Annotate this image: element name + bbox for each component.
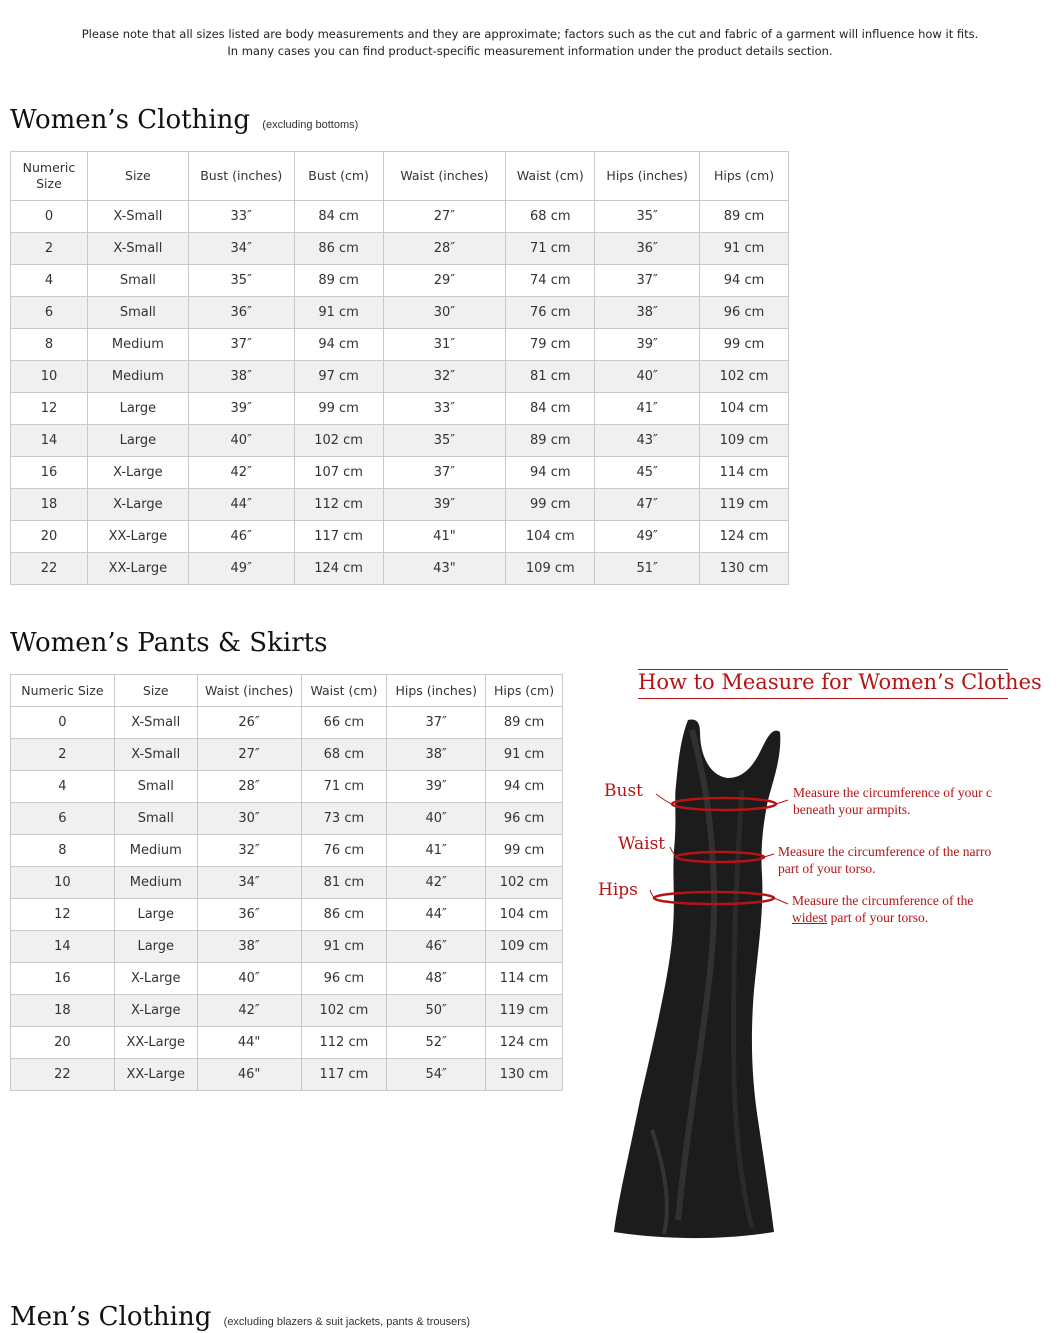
table-cell: 94 cm [294, 329, 383, 361]
table-cell: XX-Large [114, 1059, 197, 1091]
table-cell: 102 cm [486, 867, 563, 899]
table-cell: 81 cm [301, 867, 387, 899]
table-cell: 20 [11, 1027, 115, 1059]
table-cell: 46″ [188, 521, 294, 553]
table-cell: 39″ [383, 489, 506, 521]
sizing-note-line-2: In many cases you can find product-specific measurement information under the product details section. [227, 44, 833, 58]
table-row [11, 201, 789, 233]
table-cell: 104 cm [700, 393, 789, 425]
table-cell: 124 cm [486, 1027, 563, 1059]
table-cell: 99 cm [700, 329, 789, 361]
table-cell: 102 cm [301, 995, 387, 1027]
table-cell: X-Large [87, 489, 188, 521]
table-cell: 8 [11, 329, 88, 361]
table-cell: 39″ [595, 329, 700, 361]
table-cell: 10 [11, 867, 115, 899]
table-header-row [11, 675, 563, 707]
table-row [11, 361, 789, 393]
table-row [11, 771, 563, 803]
table-cell: 96 cm [700, 297, 789, 329]
table-cell: 42″ [188, 457, 294, 489]
table-cell: Small [87, 297, 188, 329]
table-cell: 124 cm [294, 553, 383, 585]
table-row [11, 489, 789, 521]
table-cell: 51″ [595, 553, 700, 585]
table-cell: 74 cm [506, 265, 595, 297]
table-cell: 29″ [383, 265, 506, 297]
table-cell: 39″ [188, 393, 294, 425]
table-cell: 39″ [387, 771, 486, 803]
table-row [11, 329, 789, 361]
table-cell: 104 cm [506, 521, 595, 553]
mens-clothing-title: Men’s Clothing [10, 1302, 212, 1332]
table-cell: 102 cm [700, 361, 789, 393]
table-cell: 112 cm [294, 489, 383, 521]
table-cell: 36″ [188, 297, 294, 329]
table-cell: 109 cm [486, 931, 563, 963]
table-row [11, 553, 789, 585]
table-cell: 14 [11, 931, 115, 963]
dress-illustration [592, 660, 1000, 1250]
table-cell: 14 [11, 425, 88, 457]
table-cell: 130 cm [486, 1059, 563, 1091]
bust-description [793, 784, 992, 818]
table-cell: X-Large [87, 457, 188, 489]
table-cell: 99 cm [294, 393, 383, 425]
table-cell: 16 [11, 963, 115, 995]
hips-label: Hips [598, 880, 638, 900]
column-header: Bust (cm) [294, 152, 383, 201]
hips-description-line-2 [792, 909, 973, 926]
table-cell: 38″ [197, 931, 301, 963]
table-cell: 89 cm [506, 425, 595, 457]
how-to-measure-title: How to Measure for Women’s Clothes [638, 670, 1042, 694]
table-cell: 32″ [383, 361, 506, 393]
table-cell: 89 cm [700, 201, 789, 233]
table-cell: 119 cm [486, 995, 563, 1027]
sizing-note [0, 26, 1060, 60]
table-cell: 45″ [595, 457, 700, 489]
table-cell: X-Small [114, 707, 197, 739]
table-cell: 38″ [387, 739, 486, 771]
table-cell: 42″ [387, 867, 486, 899]
table-cell: X-Small [87, 233, 188, 265]
table-cell: 40″ [595, 361, 700, 393]
table-cell: Medium [114, 835, 197, 867]
table-cell: 33″ [188, 201, 294, 233]
column-header: Hips (inches) [387, 675, 486, 707]
column-header: Waist (inches) [383, 152, 506, 201]
table-cell: 114 cm [486, 963, 563, 995]
table-cell: 35″ [383, 425, 506, 457]
table-cell: 117 cm [294, 521, 383, 553]
womens-pants-title: Women’s Pants & Skirts [10, 628, 328, 658]
table-cell: 12 [11, 393, 88, 425]
table-cell: 16 [11, 457, 88, 489]
table-cell: 42″ [197, 995, 301, 1027]
table-row [11, 963, 563, 995]
hips-description-rest: part of your torso. [827, 910, 929, 925]
table-cell: Small [87, 265, 188, 297]
table-cell: 68 cm [506, 201, 595, 233]
womens-clothing-subtitle: (excluding bottoms) [262, 119, 359, 131]
table-cell: 94 cm [506, 457, 595, 489]
table-cell: 18 [11, 995, 115, 1027]
table-cell: 6 [11, 297, 88, 329]
table-header-row [11, 152, 789, 201]
table-row [11, 739, 563, 771]
table-cell: 79 cm [506, 329, 595, 361]
table-cell: 44″ [387, 899, 486, 931]
table-cell: 28″ [383, 233, 506, 265]
column-header: Waist (cm) [506, 152, 595, 201]
table-cell: 22 [11, 553, 88, 585]
table-row [11, 707, 563, 739]
table-row [11, 867, 563, 899]
table-cell: 99 cm [486, 835, 563, 867]
table-cell: Medium [114, 867, 197, 899]
table-cell: 26″ [197, 707, 301, 739]
table-cell: 28″ [197, 771, 301, 803]
table-cell: 2 [11, 233, 88, 265]
table-cell: 2 [11, 739, 115, 771]
table-cell: 99 cm [506, 489, 595, 521]
table-cell: 40″ [197, 963, 301, 995]
column-header: Waist (cm) [301, 675, 387, 707]
table-cell: 76 cm [506, 297, 595, 329]
table-row [11, 1059, 563, 1091]
table-cell: 37″ [595, 265, 700, 297]
mens-clothing-subtitle: (excluding blazers & suit jackets, pants & trousers) [223, 1316, 471, 1328]
table-cell: 104 cm [486, 899, 563, 931]
bust-label: Bust [604, 781, 643, 801]
table-cell: 94 cm [486, 771, 563, 803]
table-cell: 96 cm [486, 803, 563, 835]
table-cell: 35″ [188, 265, 294, 297]
womens-pants-heading [10, 628, 327, 658]
womens-clothing-heading [10, 105, 358, 135]
table-cell: 20 [11, 521, 88, 553]
column-header: Numeric Size [11, 675, 115, 707]
table-cell: 30″ [197, 803, 301, 835]
table-cell: 36″ [595, 233, 700, 265]
sizing-note-line-1: Please note that all sizes listed are body measurements and they are approximate; factors such as the cut and fabric of a garment will influence how it fits. [81, 27, 979, 41]
table-cell: 94 cm [700, 265, 789, 297]
table-cell: XX-Large [87, 521, 188, 553]
table-cell: 12 [11, 899, 115, 931]
table-cell: 43" [383, 553, 506, 585]
table-row [11, 995, 563, 1027]
table-cell: 91 cm [301, 931, 387, 963]
table-cell: 76 cm [301, 835, 387, 867]
table-row [11, 297, 789, 329]
table-cell: Large [87, 425, 188, 457]
waist-description [778, 843, 991, 877]
table-cell: XX-Large [87, 553, 188, 585]
table-cell: 4 [11, 771, 115, 803]
column-header: Size [114, 675, 197, 707]
table-cell: 48″ [387, 963, 486, 995]
table-cell: 71 cm [506, 233, 595, 265]
table-cell: 40″ [387, 803, 486, 835]
table-cell: 4 [11, 265, 88, 297]
table-cell: 37″ [387, 707, 486, 739]
table-row [11, 457, 789, 489]
column-header: Hips (cm) [700, 152, 789, 201]
column-header: Hips (inches) [595, 152, 700, 201]
table-cell: Small [114, 803, 197, 835]
table-cell: 33″ [383, 393, 506, 425]
table-cell: 54″ [387, 1059, 486, 1091]
waist-description-line-1: Measure the circumference of the narro [778, 844, 992, 859]
table-cell: 73 cm [301, 803, 387, 835]
table-cell: Large [114, 899, 197, 931]
table-cell: 107 cm [294, 457, 383, 489]
table-cell: 31″ [383, 329, 506, 361]
table-cell: 35″ [595, 201, 700, 233]
table-row [11, 931, 563, 963]
table-cell: XX-Large [114, 1027, 197, 1059]
womens-pants-table [10, 674, 563, 1091]
hips-description [792, 892, 973, 926]
table-row [11, 393, 789, 425]
table-cell: 10 [11, 361, 88, 393]
table-cell: 89 cm [486, 707, 563, 739]
table-cell: 49″ [188, 553, 294, 585]
table-row [11, 233, 789, 265]
table-cell: Large [87, 393, 188, 425]
table-row [11, 835, 563, 867]
table-cell: 117 cm [301, 1059, 387, 1091]
table-cell: 41″ [595, 393, 700, 425]
table-cell: 37″ [383, 457, 506, 489]
womens-clothing-table [10, 151, 789, 585]
table-cell: 71 cm [301, 771, 387, 803]
table-cell: 84 cm [294, 201, 383, 233]
column-header: Waist (inches) [197, 675, 301, 707]
table-cell: 41" [383, 521, 506, 553]
table-row [11, 425, 789, 457]
table-cell: 96 cm [301, 963, 387, 995]
table-cell: 40″ [188, 425, 294, 457]
table-cell: 37″ [188, 329, 294, 361]
table-cell: 46" [197, 1059, 301, 1091]
table-cell: 46″ [387, 931, 486, 963]
table-row [11, 899, 563, 931]
table-cell: X-Large [114, 995, 197, 1027]
column-header: Size [87, 152, 188, 201]
waist-label: Waist [618, 834, 666, 854]
table-cell: 0 [11, 201, 88, 233]
table-cell: 52″ [387, 1027, 486, 1059]
table-cell: 86 cm [294, 233, 383, 265]
table-cell: 32″ [197, 835, 301, 867]
table-cell: 84 cm [506, 393, 595, 425]
table-cell: 38″ [595, 297, 700, 329]
table-row [11, 1027, 563, 1059]
table-cell: X-Large [114, 963, 197, 995]
table-cell: 91 cm [486, 739, 563, 771]
bust-description-line-2: beneath your armpits. [793, 802, 911, 817]
table-cell: 119 cm [700, 489, 789, 521]
table-cell: 6 [11, 803, 115, 835]
table-cell: 27″ [197, 739, 301, 771]
table-cell: 114 cm [700, 457, 789, 489]
hips-description-emphasis: widest [792, 910, 828, 925]
column-header: Numeric Size [11, 152, 88, 201]
table-cell: 50″ [387, 995, 486, 1027]
table-cell: 68 cm [301, 739, 387, 771]
table-cell: 130 cm [700, 553, 789, 585]
table-cell: 0 [11, 707, 115, 739]
womens-clothing-title: Women’s Clothing [10, 105, 251, 135]
hips-description-line-1: Measure the circumference of the [792, 893, 974, 908]
table-cell: Large [114, 931, 197, 963]
waist-description-line-2: part of your torso. [778, 861, 876, 876]
table-cell: X-Small [114, 739, 197, 771]
table-cell: 18 [11, 489, 88, 521]
table-cell: X-Small [87, 201, 188, 233]
table-cell: 66 cm [301, 707, 387, 739]
how-to-measure-panel [592, 660, 1042, 1250]
table-cell: 44" [197, 1027, 301, 1059]
table-cell: 112 cm [301, 1027, 387, 1059]
table-cell: 49″ [595, 521, 700, 553]
table-cell: 97 cm [294, 361, 383, 393]
table-cell: 43″ [595, 425, 700, 457]
column-header: Bust (inches) [188, 152, 294, 201]
table-cell: 102 cm [294, 425, 383, 457]
table-cell: 8 [11, 835, 115, 867]
table-cell: 109 cm [700, 425, 789, 457]
table-row [11, 265, 789, 297]
table-cell: 36″ [197, 899, 301, 931]
table-cell: 41″ [387, 835, 486, 867]
table-cell: 47″ [595, 489, 700, 521]
table-cell: 22 [11, 1059, 115, 1091]
table-cell: 27″ [383, 201, 506, 233]
table-cell: 30″ [383, 297, 506, 329]
mens-clothing-heading [10, 1302, 470, 1332]
table-cell: Medium [87, 329, 188, 361]
table-cell: 44″ [188, 489, 294, 521]
table-cell: 81 cm [506, 361, 595, 393]
column-header: Hips (cm) [486, 675, 563, 707]
table-cell: 34″ [188, 233, 294, 265]
table-cell: 91 cm [700, 233, 789, 265]
table-row [11, 521, 789, 553]
table-cell: 124 cm [700, 521, 789, 553]
table-cell: Medium [87, 361, 188, 393]
table-cell: Small [114, 771, 197, 803]
bust-description-line-1: Measure the circumference of your c [793, 785, 993, 800]
table-cell: 109 cm [506, 553, 595, 585]
table-cell: 34″ [197, 867, 301, 899]
table-cell: 86 cm [301, 899, 387, 931]
table-cell: 38″ [188, 361, 294, 393]
table-cell: 89 cm [294, 265, 383, 297]
table-cell: 91 cm [294, 297, 383, 329]
table-row [11, 803, 563, 835]
